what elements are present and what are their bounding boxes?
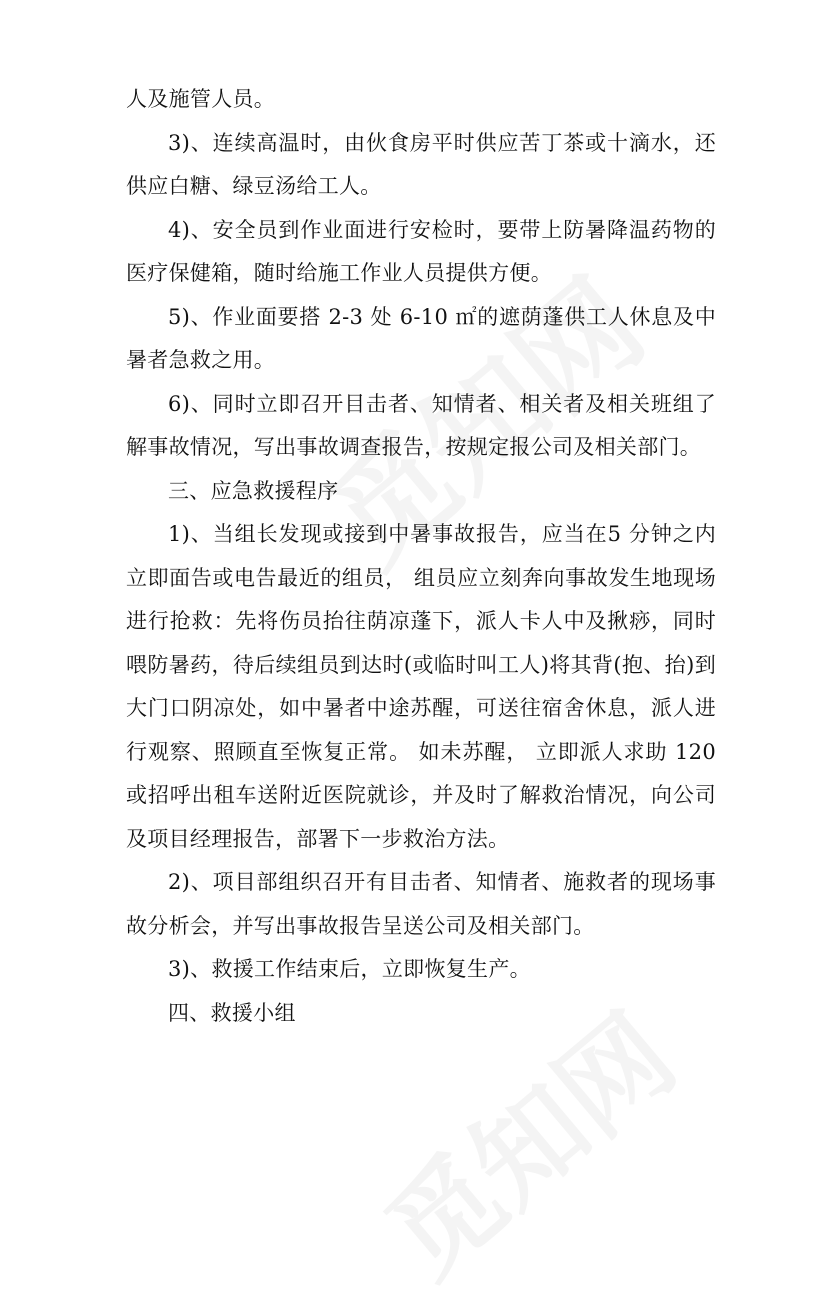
paragraph-procedure-1: 1)、当组长发现或接到中暑事故报告，应当在5 分钟之内立即面告或电告最近的组员， 组员应立刻奔向事故发生地现场进行抢救：先将伤员抬往荫凉蓬下，派人卡人中及揪痧，同时喂防暑药，待后续组员到达时(或临时叫工人)将其背(抱、抬)到大门口阴凉处，如中暑者中途苏醒，可送往宿舍休息，派人进行观察、照顾直至恢复正常。 如未苏醒， 立即派人求助 120 或招呼出租车送附近医院就诊，并及时了解救治情况，向公司及项目经理报告，部署下一步救治方法。: [126, 522, 716, 851]
section-heading-emergency-procedure: 三、应急救援程序: [168, 478, 339, 503]
paragraph-item-3: 3)、连续高温时，由伙食房平时供应苦丁茶或十滴水，还供应白糖、绿豆汤给工人。: [126, 130, 716, 198]
paragraph-item-4: 4)、安全员到作业面进行安检时，要带上防暑降温药物的医疗保健箱，随时给施工作业人员提供方便。: [126, 217, 716, 285]
paragraph-item-5: 5)、作业面要搭 2-3 处 6-10 ㎡的遮荫蓬供工人休息及中暑者急救之用。: [126, 304, 716, 372]
paragraph-procedure-3: 3)、救援工作结束后，立即恢复生产。: [168, 957, 531, 981]
section-heading-rescue-team: 四、救援小组: [168, 1000, 296, 1025]
paragraph-item-6: 6)、同时立即召开目击者、知情者、相关者及相关班组了解事故情况，写出事故调查报告，按规定报公司及相关部门。: [126, 391, 716, 459]
paragraph-procedure-2: 2)、项目部组织召开有目击者、知情者、施救者的现场事故分析会，并写出事故报告呈送公司及相关部门。: [126, 870, 716, 938]
document-body: [126, 78, 716, 1035]
paragraph-continuation: 人及施管人员。: [126, 87, 276, 111]
